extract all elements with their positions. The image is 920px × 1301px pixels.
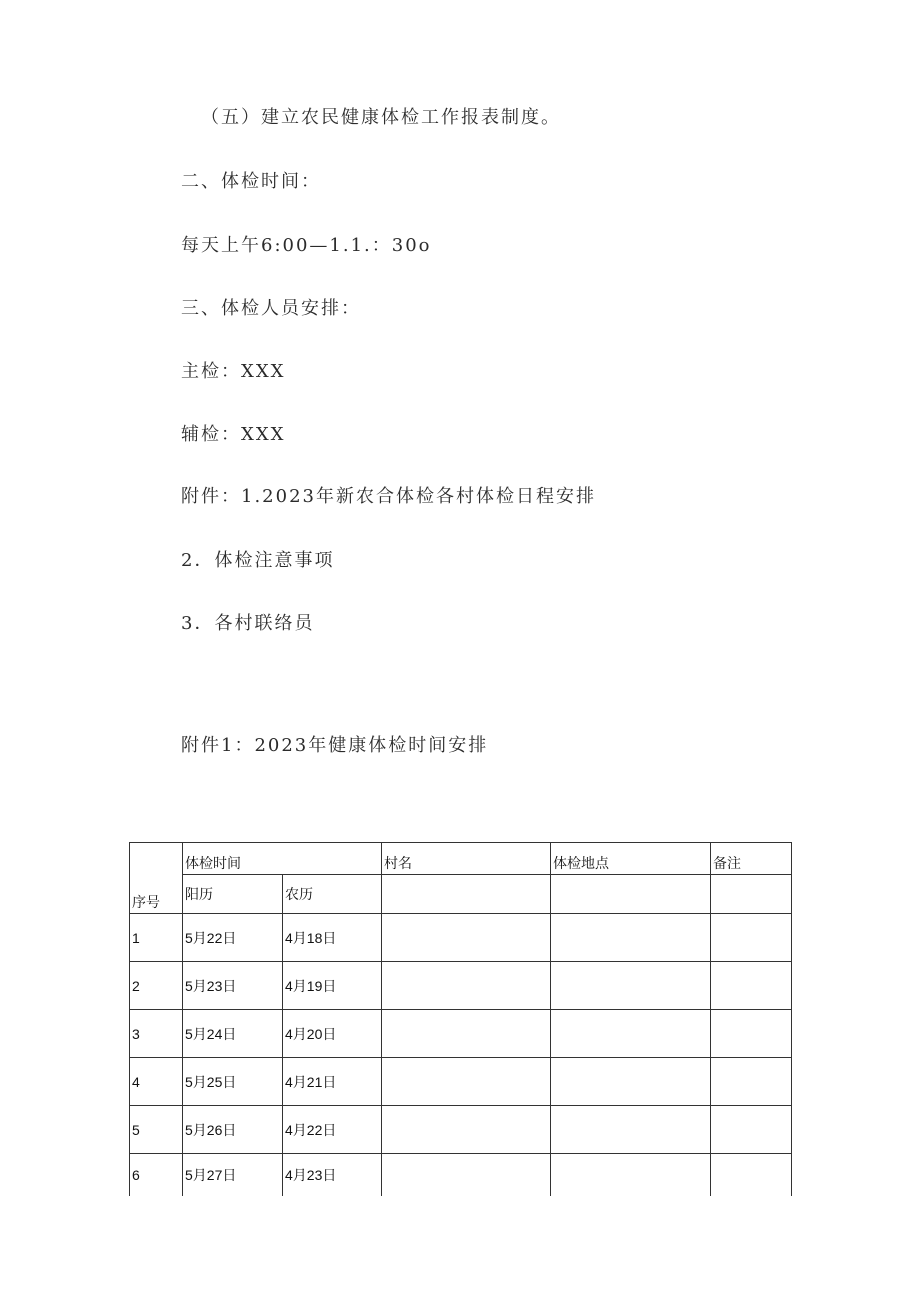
- cell-solar: 5月23日: [183, 962, 283, 1010]
- cell-location: [551, 962, 711, 1010]
- cell-village: [382, 1010, 551, 1058]
- cell-remark: [711, 914, 792, 962]
- cell-village: [382, 914, 551, 962]
- header-location-empty: [551, 875, 711, 914]
- table-row: [130, 914, 792, 962]
- cell-remark: [711, 962, 792, 1010]
- section3-heading: 三、体检人员安排：: [181, 298, 361, 319]
- table-row: [130, 1154, 792, 1197]
- cell-lunar: 4月23日: [283, 1154, 382, 1197]
- header-village: 村名: [382, 843, 551, 875]
- cell-remark: [711, 1106, 792, 1154]
- cell-solar: 5月22日: [183, 914, 283, 962]
- cell-seq: 2: [130, 962, 183, 1010]
- section2-heading: 二、体检时间：: [181, 171, 321, 192]
- cell-solar: 5月24日: [183, 1010, 283, 1058]
- cell-remark: [711, 1058, 792, 1106]
- cell-village: [382, 1154, 551, 1197]
- cell-remark: [711, 1154, 792, 1197]
- header-seq: 序号: [130, 843, 183, 914]
- attachment-1: 附件：1.2023年新农合体检各村体检日程安排: [181, 486, 596, 507]
- cell-village: [382, 962, 551, 1010]
- assistant-examiner: 辅检：XXX: [181, 424, 286, 445]
- cell-location: [551, 1154, 711, 1197]
- cell-seq: 5: [130, 1106, 183, 1154]
- cell-village: [382, 1106, 551, 1154]
- header-solar: 阳历: [183, 875, 283, 914]
- cell-seq: 3: [130, 1010, 183, 1058]
- header-village-empty: [382, 875, 551, 914]
- attachment-title: 附件1：2023年健康体检时间安排: [181, 735, 489, 756]
- table-subheader-row: [130, 875, 792, 914]
- cell-lunar: 4月18日: [283, 914, 382, 962]
- attachment-2: 2．体检注意事项: [181, 550, 335, 571]
- header-remark: 备注: [711, 843, 792, 875]
- cell-solar: 5月26日: [183, 1106, 283, 1154]
- table-header-row: [130, 843, 792, 875]
- header-location: 体检地点: [551, 843, 711, 875]
- header-lunar: 农历: [283, 875, 382, 914]
- cell-location: [551, 1058, 711, 1106]
- cell-location: [551, 1010, 711, 1058]
- table-row: [130, 962, 792, 1010]
- cell-lunar: 4月20日: [283, 1010, 382, 1058]
- table-row: [130, 1058, 792, 1106]
- header-exam-time: 体检时间: [183, 843, 382, 875]
- header-remark-empty: [711, 875, 792, 914]
- cell-seq: 6: [130, 1154, 183, 1197]
- cell-solar: 5月27日: [183, 1154, 283, 1197]
- cell-solar: 5月25日: [183, 1058, 283, 1106]
- cell-lunar: 4月19日: [283, 962, 382, 1010]
- cell-seq: 1: [130, 914, 183, 962]
- table-row: [130, 1010, 792, 1058]
- cell-location: [551, 1106, 711, 1154]
- cell-lunar: 4月21日: [283, 1058, 382, 1106]
- cell-remark: [711, 1010, 792, 1058]
- cell-lunar: 4月22日: [283, 1106, 382, 1154]
- cell-location: [551, 914, 711, 962]
- item5-text: （五）建立农民健康体检工作报表制度。: [201, 107, 561, 128]
- section2-body: 每天上午6:00—1.1.：30o: [181, 235, 432, 256]
- schedule-table: [129, 842, 792, 1196]
- attachment-3: 3．各村联络员: [181, 613, 315, 634]
- chief-examiner: 主检：XXX: [181, 361, 286, 382]
- cell-village: [382, 1058, 551, 1106]
- table-row: [130, 1106, 792, 1154]
- cell-seq: 4: [130, 1058, 183, 1106]
